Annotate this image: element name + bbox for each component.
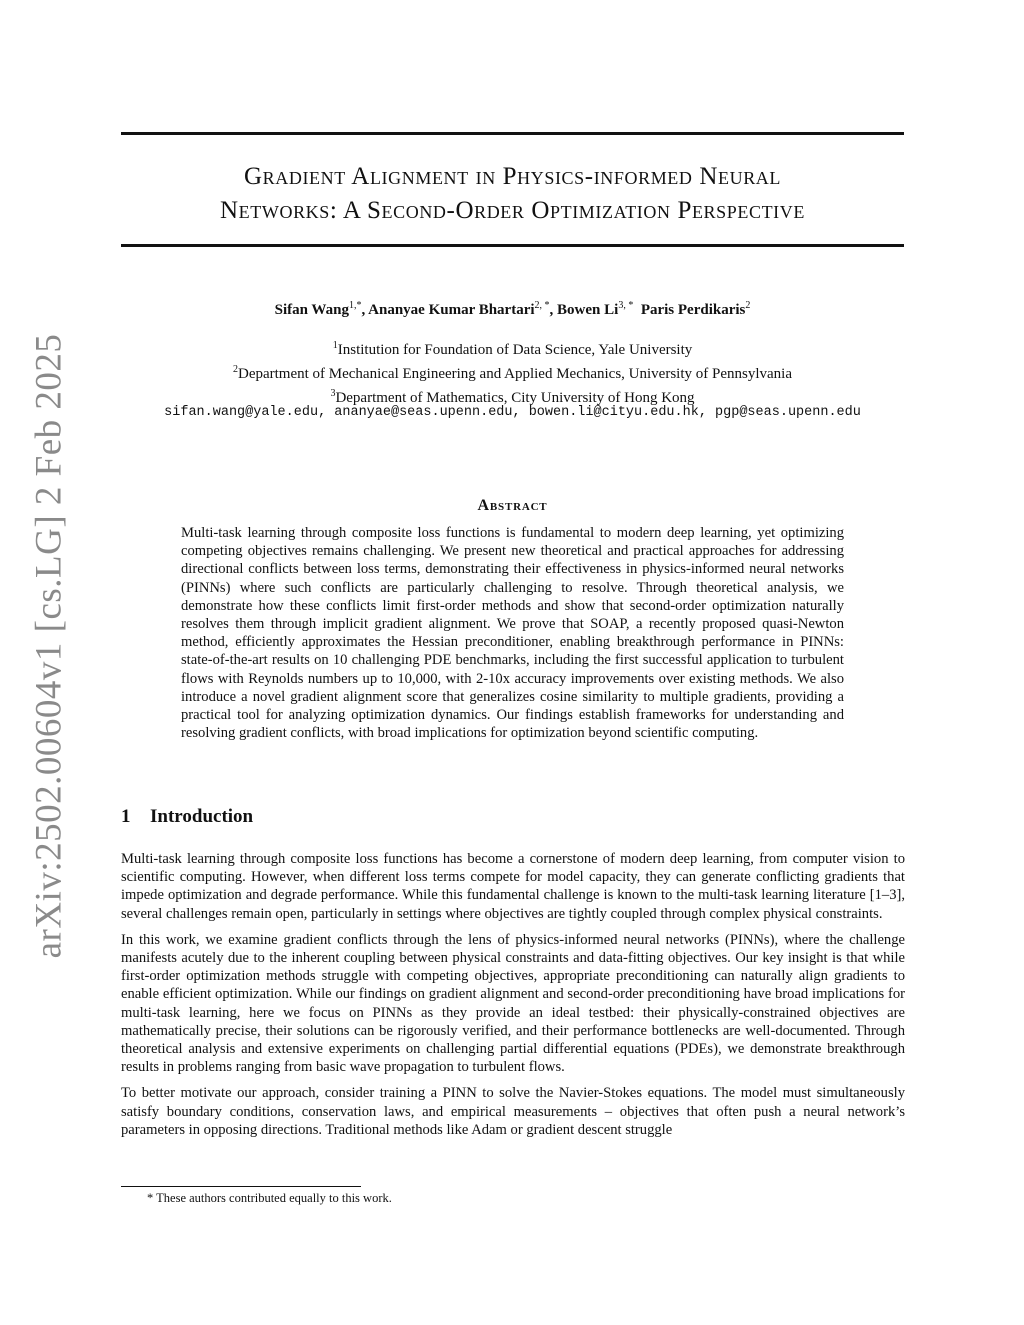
author-name: Paris Perdikaris — [640, 302, 746, 318]
section-number: 1 — [121, 806, 131, 827]
author-sup: 3, * — [618, 300, 634, 311]
author-sup: 2 — [745, 300, 751, 311]
author-emails: sifan.wang@yale.edu, ananyae@seas.upenn.edu, bowen.li@cityu.edu.hk, pgp@seas.upenn.edu — [164, 405, 861, 420]
affiliation-sup: 3 — [330, 388, 336, 399]
title-line-2: Networks: A Second-Order Optimization Perspective — [220, 197, 805, 224]
title-line-1: Gradient Alignment in Physics-informed Neural — [244, 163, 781, 190]
section-body — [121, 850, 905, 1147]
affiliation-text: Department of Mechanical Engineering and Applied Mechanics, University of Pennsylvania — [237, 366, 792, 382]
affiliation — [121, 360, 904, 384]
arxiv-stamp: arXiv:2502.00604v1 [cs.LG] 2 Feb 2025 — [28, 333, 70, 959]
author-name: Sifan Wang — [274, 302, 349, 318]
footnote-rule — [121, 1186, 361, 1187]
affiliation-text: Institution for Foundation of Data Science, Yale University — [337, 342, 693, 358]
author-sup: 1,* — [348, 300, 362, 311]
author-name: Ananyae Kumar Bhartari — [368, 302, 535, 318]
paragraph: Multi-task learning through composite loss functions has become a cornerstone of modern deep learning, from computer vision to scientific computing. However, when different loss terms compete for model capacity, they can generate conflicting gradients that impede optimization and degrade performance. While this fundamental challenge is known to the multi-task learning literature [1–3], several challenges remain open, particularly in settings where objectives are tightly coupled through complex physical constraints. — [121, 851, 905, 922]
abstract-heading: Abstract — [477, 497, 548, 514]
section-title: Introduction — [150, 806, 254, 827]
affiliation-list — [121, 336, 904, 408]
paragraph: In this work, we examine gradient conflicts through the lens of physics-informed neural networks (PINNs), where the challenge manifests acutely due to the inherent coupling between physical constraints and data-fitting objectives. Our key insight is that while first-order optimization methods struggle with competing objectives, appropriate preconditioning can naturally align gradients to enable efficient optimization. While our findings on gradient alignment and second-order preconditioning have broad implications for multi-task learning, here we focus on PINNs as they provide an ideal testbed: their physically-constrained objectives are mathematically precise, their solutions can be rigorously verified, and their performance bottlenecks are well-documented. Through theoretical analysis and extensive experiments on challenging partial differential equations (PDEs), we demonstrate breakthrough results in problems ranging from basic wave propagation to turbulent flows. — [121, 931, 905, 1076]
author-name: Bowen Li — [557, 302, 619, 318]
title-rule-top — [121, 132, 904, 135]
paper-title — [121, 160, 904, 228]
author-sup: 2, * — [534, 300, 550, 311]
author-list: Sifan Wang$^{1,*}$, Ananyae Kumar Bhartari$^{2, *}$, Bowen $Li^{3, *}$ Paris Perdikaris$^2$ — [274, 300, 751, 318]
affiliation — [121, 336, 904, 360]
section-heading — [121, 806, 253, 828]
footnote: * These authors contributed equally to this work. — [147, 1191, 392, 1205]
title-rule-bottom — [121, 244, 904, 247]
abstract-text: Multi-task learning through composite loss functions is fundamental to modern deep learning, yet optimizing competing objectives remains challenging. We present new theoretical and practical approaches for addressing directional conflicts between loss terms, demonstrating their effectiveness in physics-informed neural networks (PINNs) where such conflicts are particularly challenging to resolve. Through theoretical analysis, we demonstrate how these conflicts limit first-order methods and show that second-order optimization naturally resolves them through implicit gradient alignment. We prove that SOAP, a recently proposed quasi-Newton method, efficiently approximates the Hessian preconditioner, enabling breakthrough performance in PINNs: state-of-the-art results on 10 challenging PDE benchmarks, including the first successful application to turbulent flows with Reynolds numbers up to 10,000, with 2-10x accuracy improvements over existing methods. We also introduce a novel gradient alignment score that generalizes cosine similarity to multiple gradients, providing a practical tool for analyzing optimization dynamics. Our findings establish frameworks for understanding and resolving gradient conflicts, with broad implications for optimization beyond scientific computing. — [181, 525, 844, 742]
affiliation-text: Department of Mathematics, City University of Hong Kong — [335, 390, 695, 406]
affiliation-sup: 1 — [332, 340, 338, 351]
affiliation-sup: 2 — [232, 364, 238, 375]
paragraph: To better motivate our approach, consider training a PINN to solve the Navier-Stokes equations. The model must simultaneously satisfy boundary conditions, conservation laws, and empirical measurements – objectives that often push a neural network’s parameters in opposing directions. Traditional methods like Adam or gradient descent struggle — [121, 1085, 905, 1138]
